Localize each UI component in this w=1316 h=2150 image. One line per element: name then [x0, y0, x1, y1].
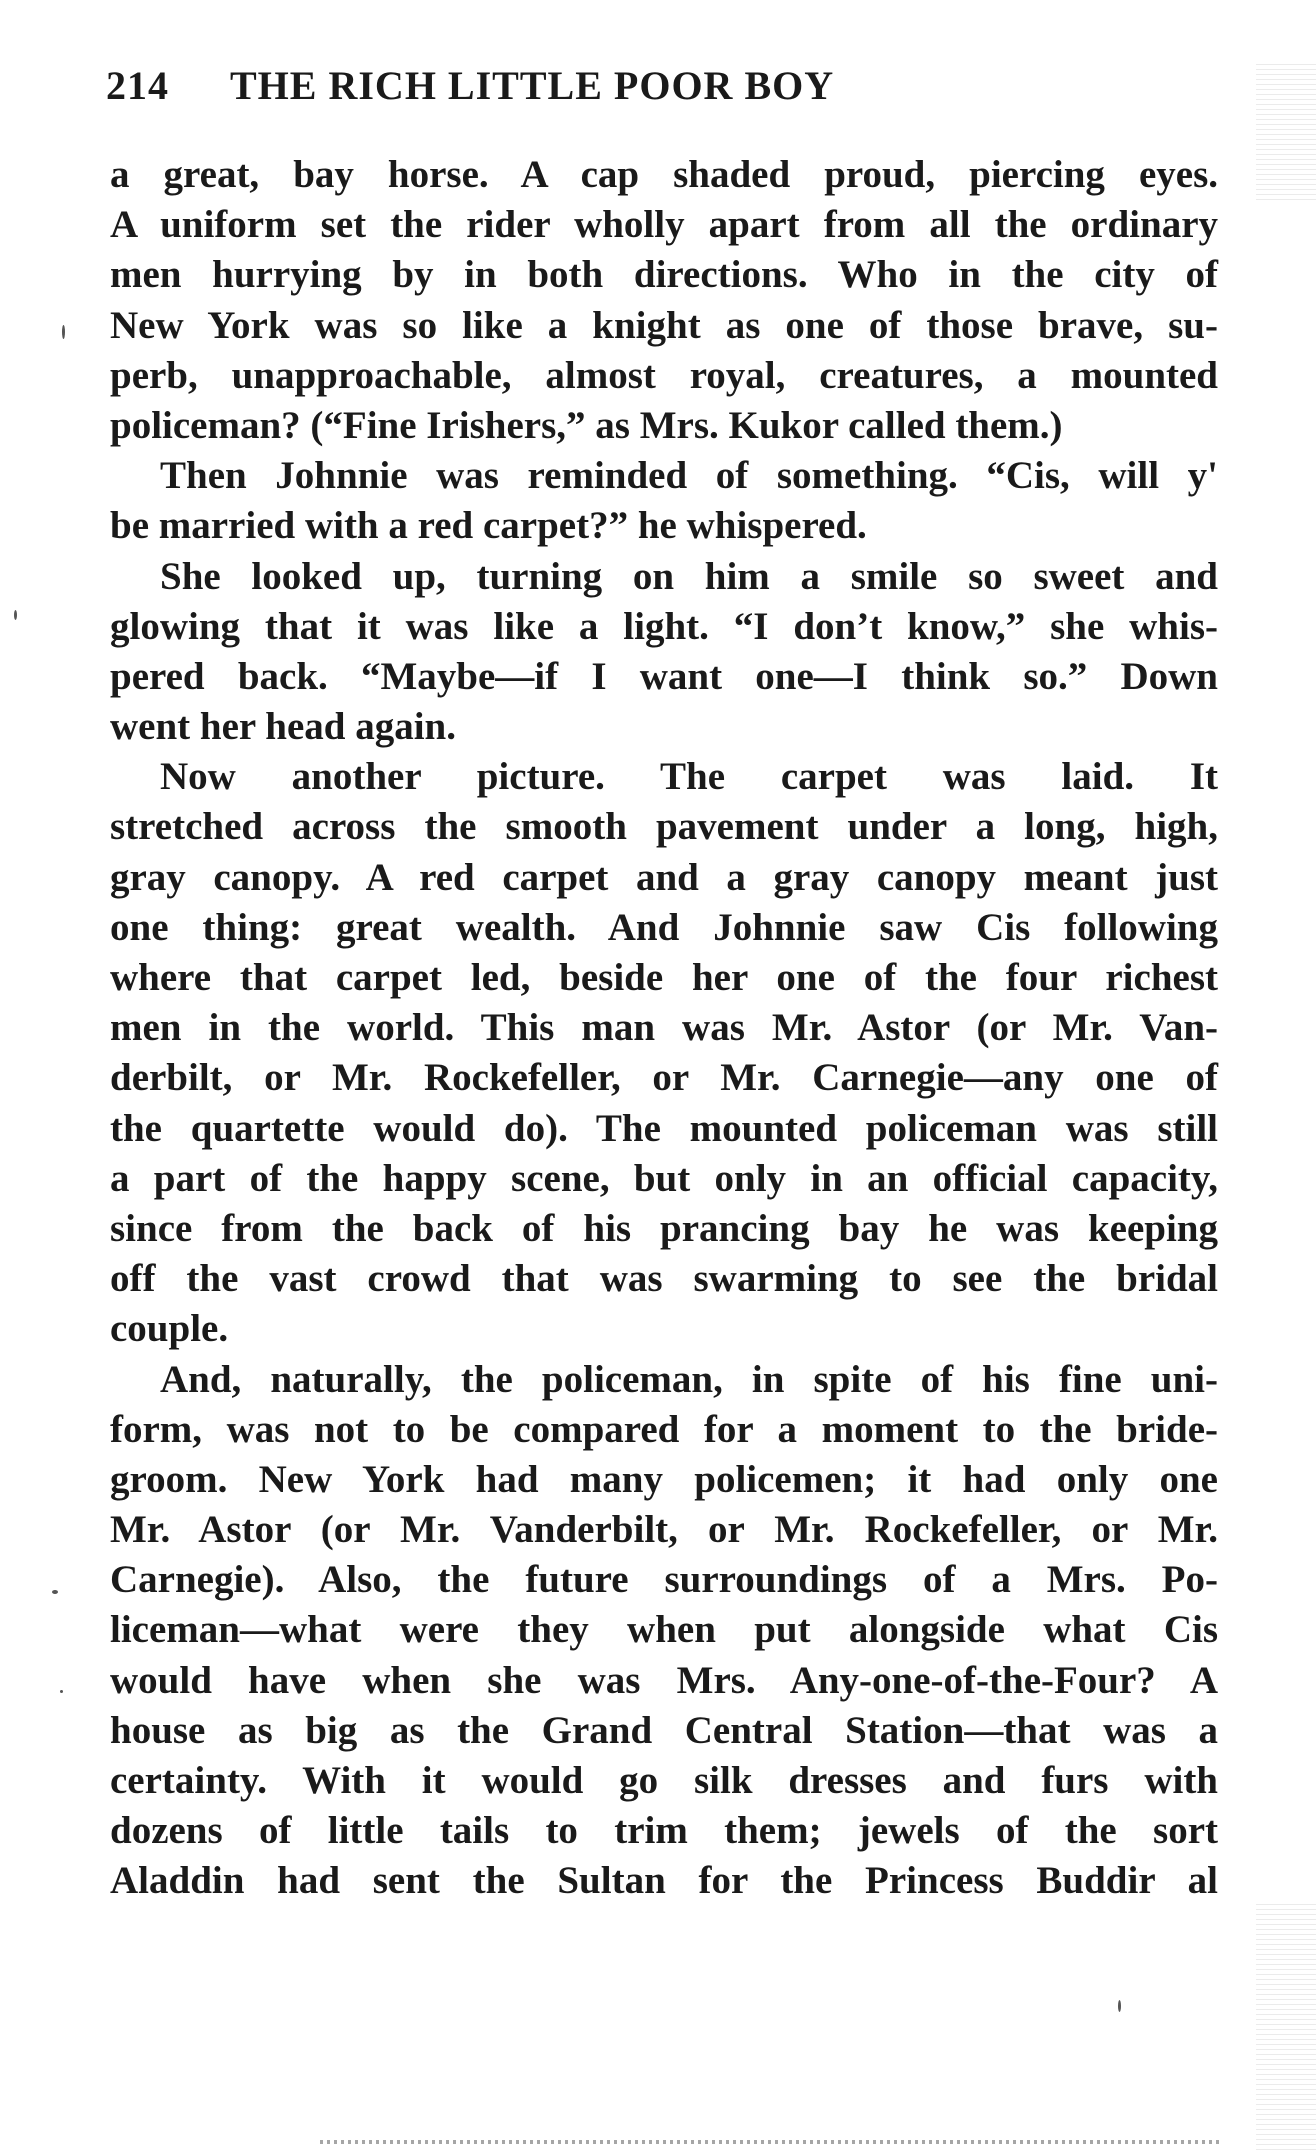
scan-speck	[14, 610, 17, 620]
paragraph-start-line: Now another picture. The carpet was laid. It	[160, 755, 1218, 799]
text-line: Aladdin had sent the Sultan for the Princess Buddir al	[110, 1859, 1218, 1903]
paragraph-start-line: Then Johnnie was reminded of something. “Cis, will y'	[160, 454, 1218, 498]
text-line: glowing that it was like a light. “I don’t know,” she whis-	[110, 604, 1218, 648]
body-text	[110, 150, 1218, 1907]
paragraph-start-line: She looked up, turning on him a smile so sweet and	[160, 554, 1218, 598]
text-line: pered back. “Maybe—if I want one—I think so.” Down	[110, 654, 1218, 698]
scan-edge-noise	[1256, 1900, 1316, 2150]
page-number: 214	[106, 63, 169, 108]
text-line: a great, bay horse. A cap shaded proud, piercing eyes.	[110, 153, 1218, 196]
scan-edge-noise	[1256, 60, 1316, 200]
text-line: form, was not to be compared for a moment to the bride-	[110, 1407, 1218, 1451]
text-line: gray canopy. A red carpet and a gray canopy meant just	[110, 855, 1218, 899]
text-line: men hurrying by in both directions. Who in the city of	[110, 253, 1218, 297]
text-line: couple.	[110, 1307, 229, 1351]
text-line: went her head again.	[110, 705, 456, 749]
scan-speck	[62, 325, 65, 339]
text-line: one thing: great wealth. And Johnnie saw Cis following	[110, 905, 1218, 949]
paragraph-start-line: And, naturally, the policeman, in spite of his fine uni-	[160, 1357, 1218, 1401]
text-line: dozens of little tails to trim them; jewels of the sort	[110, 1809, 1218, 1853]
text-line: policeman? (“Fine Irishers,” as Mrs. Kukor called them.)	[110, 403, 1063, 447]
text-line: house as big as the Grand Central Station—that was a	[110, 1708, 1218, 1752]
text-line: a part of the happy scene, but only in an official capacity,	[110, 1156, 1218, 1200]
scan-bottom-edge	[320, 2140, 1220, 2144]
text-line: would have when she was Mrs. Any-one-of-the-Four? A	[110, 1658, 1218, 1702]
text-line: men in the world. This man was Mr. Astor (or Mr. Van-	[110, 1006, 1218, 1050]
text-line: since from the back of his prancing bay he was keeping	[110, 1206, 1218, 1250]
text-line: Mr. Astor (or Mr. Vanderbilt, or Mr. Rockefeller, or Mr.	[110, 1508, 1218, 1552]
running-head	[106, 62, 1226, 122]
scan-speck	[1118, 2000, 1121, 2012]
text-line: stretched across the smooth pavement under a long, high,	[110, 805, 1218, 849]
scan-speck	[60, 1690, 63, 1693]
text-line: be married with a red carpet?” he whispered.	[110, 504, 867, 548]
scan-speck	[52, 1590, 58, 1594]
text-line: perb, unapproachable, almost royal, creatures, a mounted	[110, 353, 1218, 397]
text-line: the quartette would do). The mounted policeman was still	[110, 1106, 1218, 1150]
text-line: Carnegie). Also, the future surroundings of a Mrs. Po-	[110, 1558, 1218, 1602]
running-title: THE RICH LITTLE POOR BOY	[230, 63, 835, 108]
text-line: liceman—what were they when put alongside what Cis	[110, 1608, 1218, 1652]
text-line: A uniform set the rider wholly apart from all the ordinary	[110, 203, 1218, 247]
text-line: groom. New York had many policemen; it had only one	[110, 1457, 1218, 1501]
text-line: derbilt, or Mr. Rockefeller, or Mr. Carnegie—any one of	[110, 1056, 1218, 1100]
text-line: where that carpet led, beside her one of the four richest	[110, 956, 1218, 999]
text-line: New York was so like a knight as one of those brave, su-	[110, 303, 1218, 347]
text-line: certainty. With it would go silk dresses and furs with	[110, 1759, 1218, 1802]
text-line: off the vast crowd that was swarming to see the bridal	[110, 1257, 1218, 1301]
